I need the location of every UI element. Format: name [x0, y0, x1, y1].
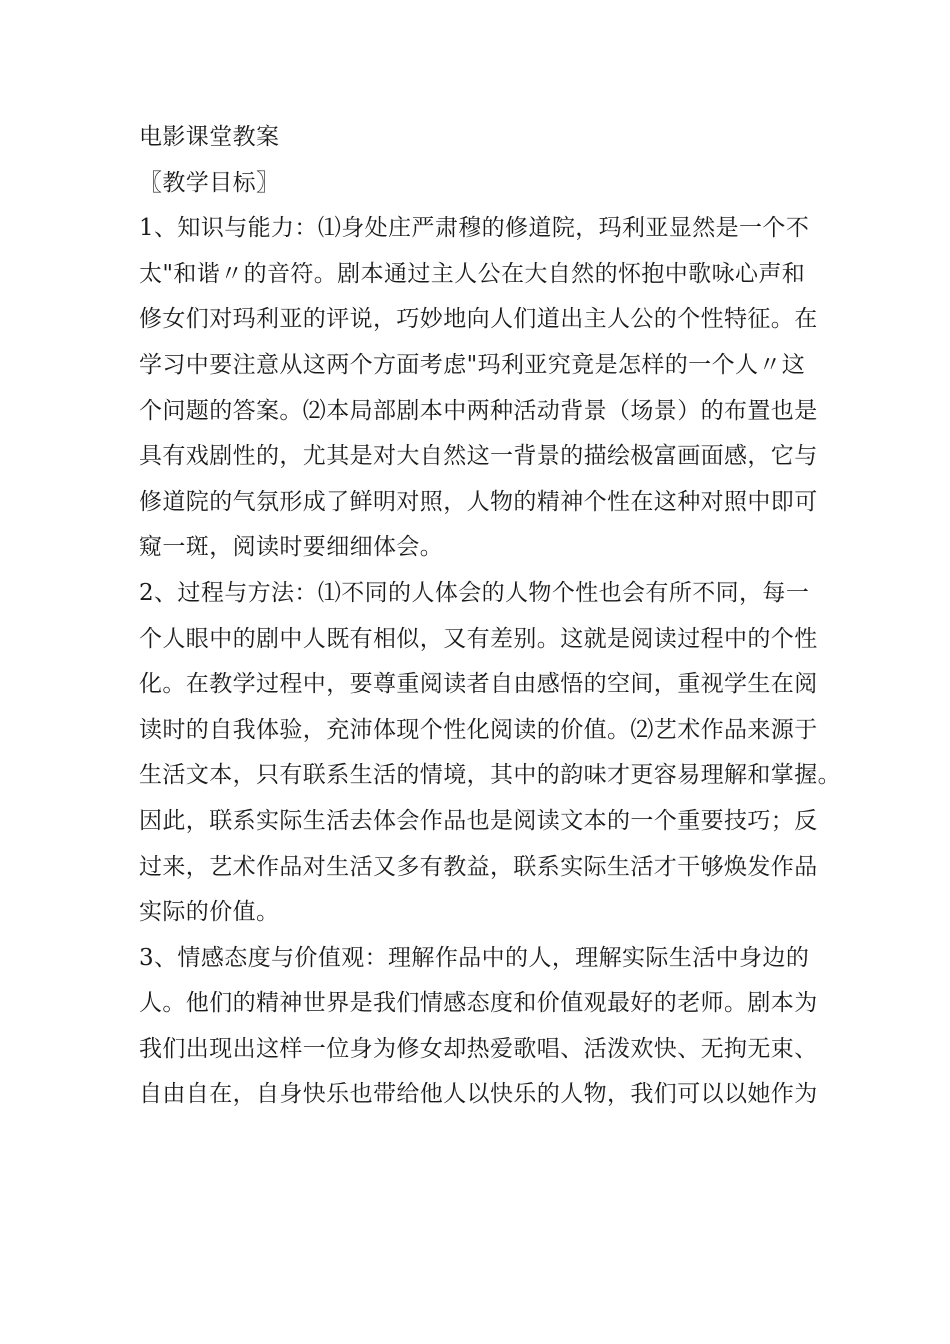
paragraph-line: 生活文本，只有联系生活的情境，其中的韵味才更容易理解和掌握。 — [139, 762, 841, 789]
paragraph-line: 修道院的气氛形成了鲜明对照，人物的精神个性在这种对照中即可 — [139, 488, 818, 515]
paragraph-line: 1、知识与能力：⑴身处庄严肃穆的修道院，玛利亚显然是一个不 — [139, 215, 810, 242]
document-body — [139, 115, 839, 1118]
paragraph-line: 读时的自我体验，充沛体现个性化阅读的价值。⑵艺术作品来源于 — [139, 716, 818, 743]
paragraph-line: 人。他们的精神世界是我们情感态度和价值观最好的老师。剧本为 — [139, 990, 818, 1017]
section-heading: 〖教学目标〗 — [139, 169, 280, 196]
paragraph-line: 2、过程与方法：⑴不同的人体会的人物个性也会有所不同，每一 — [139, 579, 810, 606]
paragraph-line: 化。在教学过程中，要尊重阅读者自由感悟的空间，重视学生在阅 — [139, 671, 818, 698]
paragraph-line: 实际的价值。 — [139, 899, 280, 926]
paragraph-line: 我们出现出这样一位身为修女却热爱歌唱、活泼欢快、无拘无束、 — [139, 1035, 818, 1062]
paragraph-line: 因此，联系实际生活去体会作品也是阅读文本的一个重要技巧；反 — [139, 807, 818, 834]
paragraph-line: 3、情感态度与价值观：理解作品中的人，理解实际生活中身边的 — [139, 944, 810, 971]
paragraph-line: 修女们对玛利亚的评说，巧妙地向人们道出主人公的个性特征。在 — [139, 306, 818, 333]
paragraph-line: 具有戏剧性的，尤其是对大自然这一背景的描绘极富画面感，它与 — [139, 443, 818, 470]
paragraph-line: 过来，艺术作品对生活又多有教益，联系实际生活才干够焕发作品 — [139, 853, 818, 880]
paragraph-line: 自由自在，自身快乐也带给他人以快乐的人物，我们可以以她作为 — [139, 1081, 818, 1108]
paragraph-line: 个问题的答案。⑵本局部剧本中两种活动背景（场景）的布置也是 — [139, 397, 818, 424]
paragraph-line: 学习中要注意从这两个方面考虑"玛利亚究竟是怎样的一个人〃这 — [139, 351, 806, 378]
paragraph-line: 个人眼中的剧中人既有相似，又有差别。这就是阅读过程中的个性 — [139, 625, 818, 652]
paragraph-line: 窥一斑，阅读时要细细体会。 — [139, 534, 444, 561]
document-title: 电影课堂教案 — [139, 124, 280, 150]
paragraph-line: 太"和谐〃的音符。剧本通过主人公在大自然的怀抱中歌咏心声和 — [139, 260, 806, 287]
